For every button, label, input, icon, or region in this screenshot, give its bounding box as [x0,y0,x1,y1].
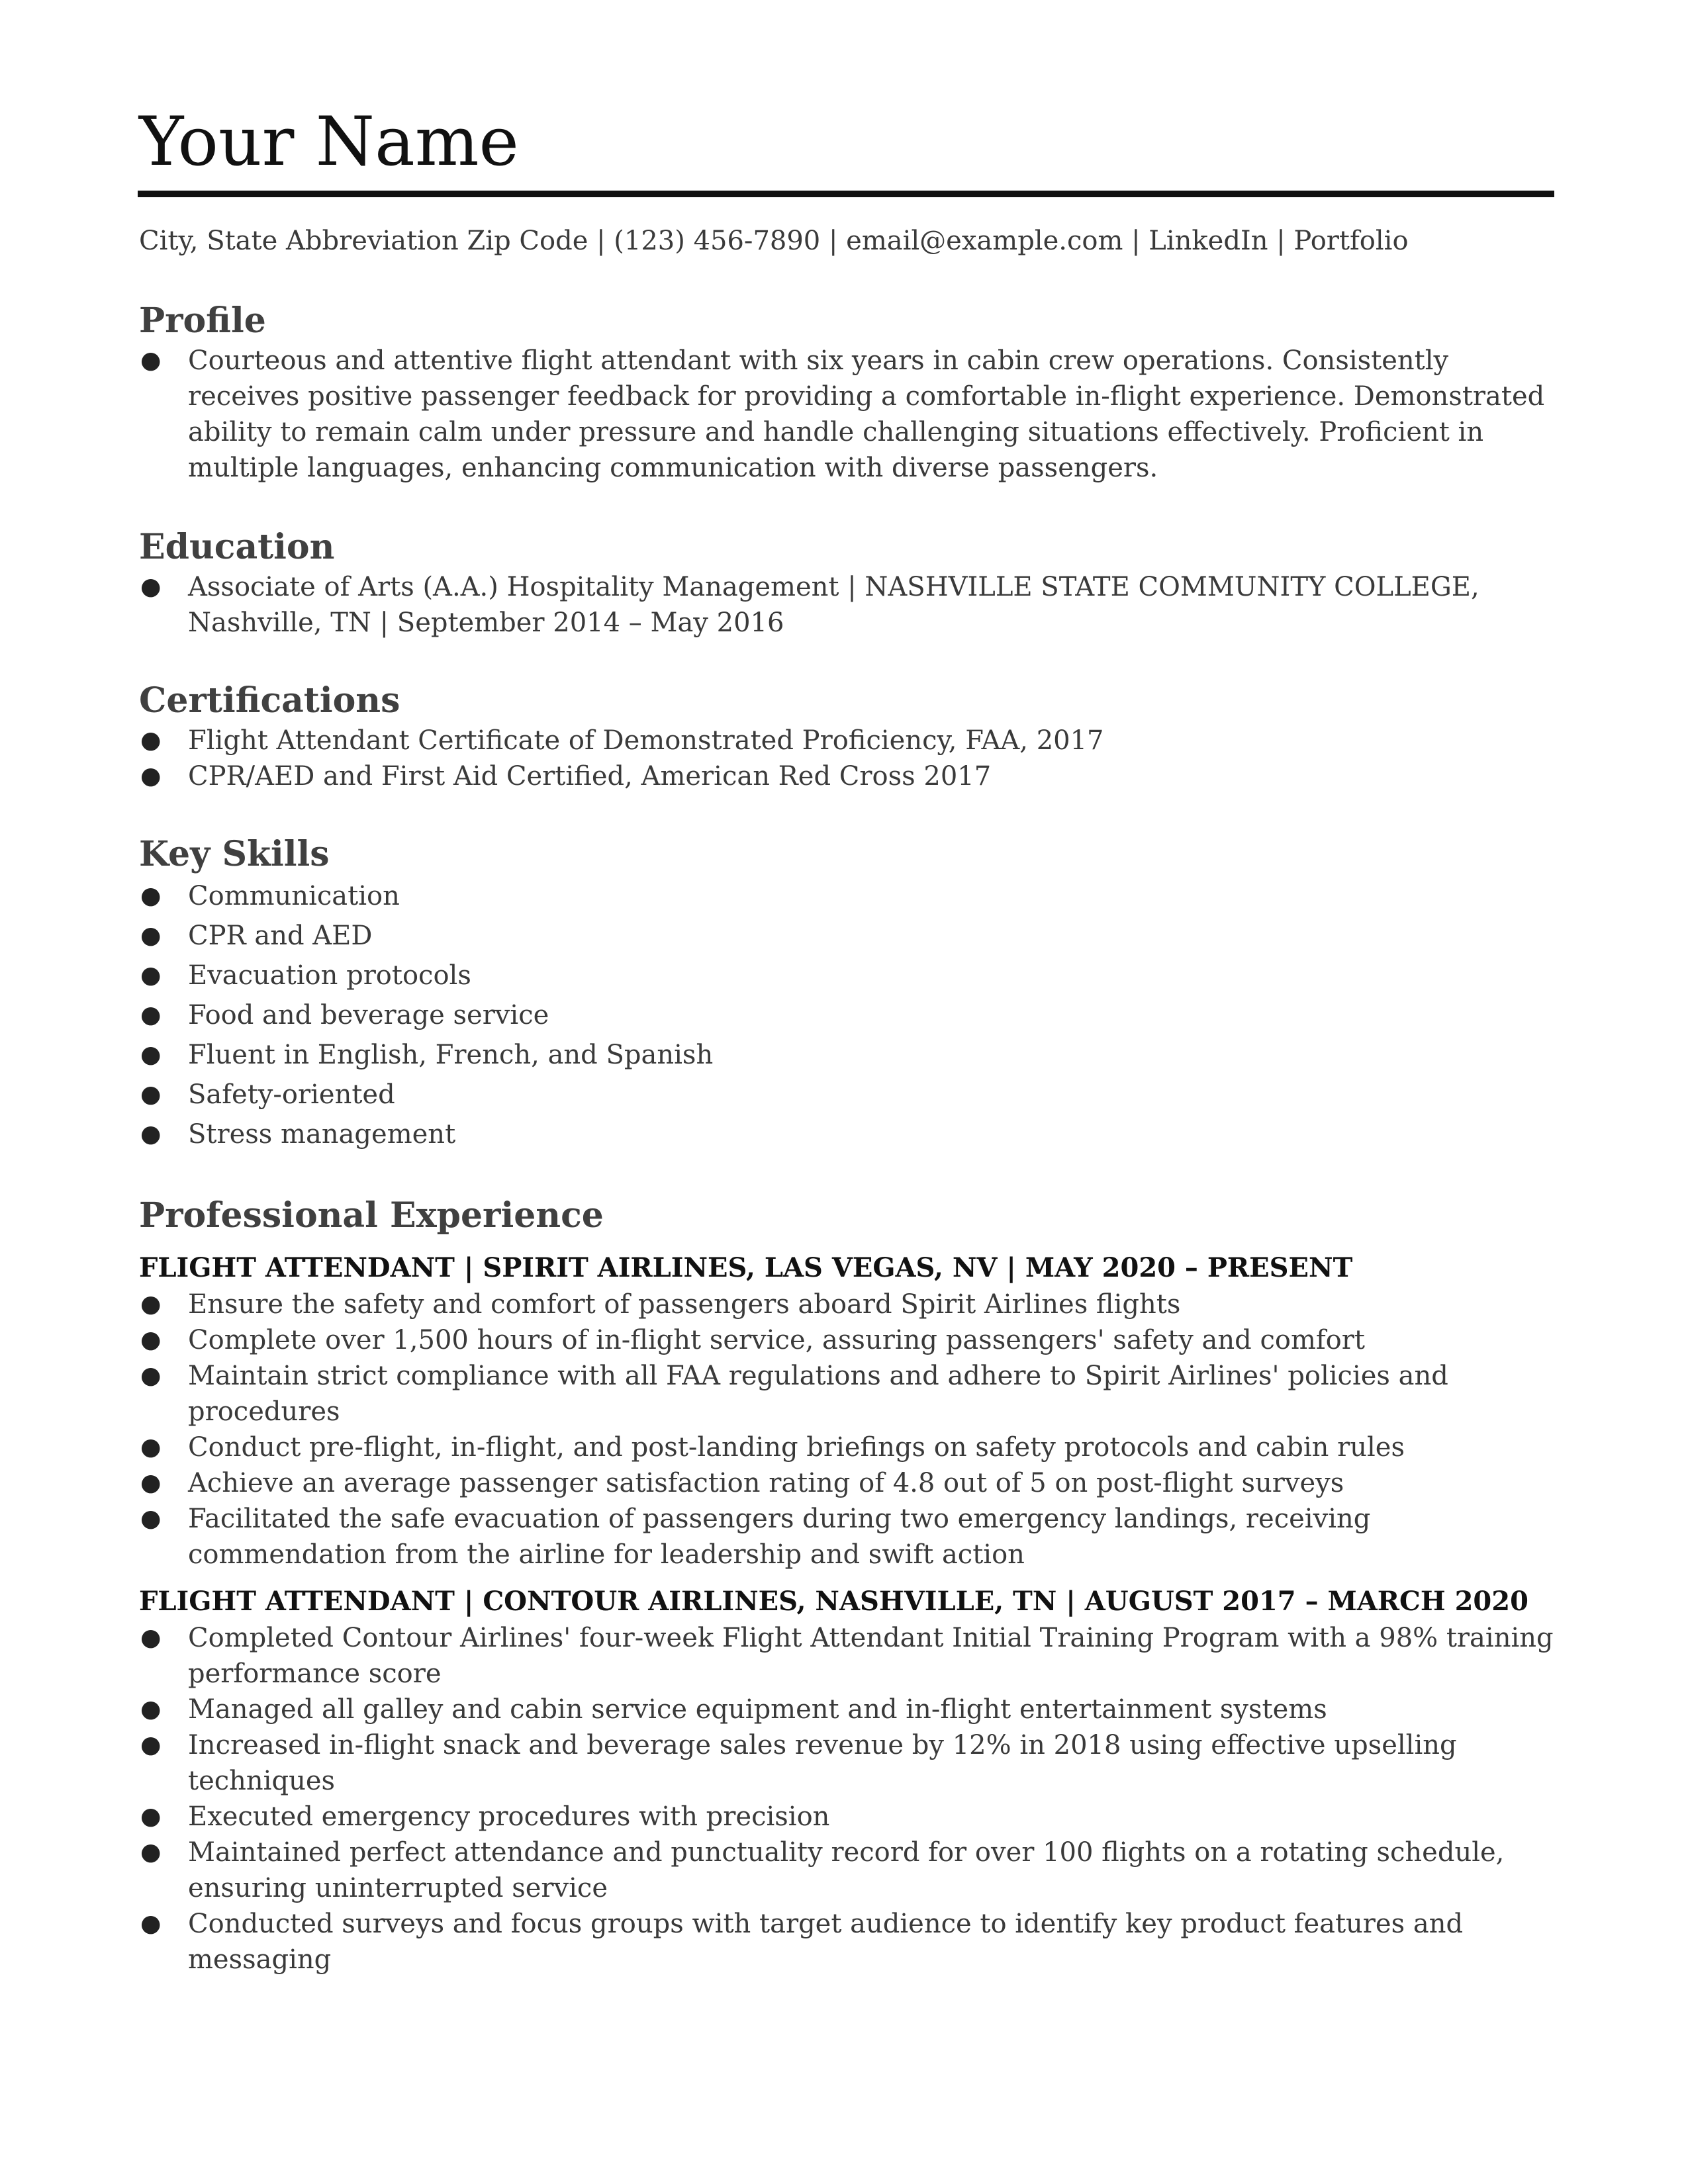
bullet-icon: ● [140,1433,162,1461]
bullet-icon: ● [140,1291,162,1318]
contact-line: City, State Abbreviation Zip Code | (123) 456-7890 | email@example.com | LinkedIn | Portfolio [139,226,1409,256]
education-list [138,569,1554,641]
bullet-icon: ● [140,1081,162,1108]
list-item: ● Conducted surveys and focus groups with target audience to identify key product features and messaging [138,1906,1554,1978]
job-heading: FLIGHT ATTENDANT | SPIRIT AIRLINES, LAS VEGAS, NV | MAY 2020 – PRESENT [139,1252,1353,1283]
header-divider [138,191,1554,197]
job-duties-list [138,1287,1554,1572]
list-item: ● Safety-oriented [138,1075,1554,1115]
job-duties-list [138,1620,1554,1978]
bullet-icon: ● [140,962,162,989]
list-item: ● Complete over 1,500 hours of in-flight service, assuring passengers' safety and comfort [138,1322,1554,1358]
list-item: ● Conduct pre-flight, in-flight, and post-landing briefings on safety protocols and cabin rules [138,1430,1554,1465]
list-item: ● CPR/AED and First Aid Certified, American Red Cross 2017 [138,758,1554,794]
certifications-title: Certifications [139,680,400,721]
list-item: ● Executed emergency procedures with precision [138,1799,1554,1835]
bullet-icon: ● [140,727,162,754]
bullet-icon: ● [140,1731,162,1758]
education-section [138,525,1554,641]
list-item: ● Ensure the safety and comfort of passengers aboard Spirit Airlines flights [138,1287,1554,1322]
skills-title: Key Skills [139,834,330,874]
bullet-icon: ● [140,1803,162,1830]
list-item: ● Facilitated the safe evacuation of passengers during two emergency landings, receiving commendation from the airline for leadership and swift action [138,1501,1554,1572]
certifications-list [138,723,1554,794]
bullet-icon: ● [140,1001,162,1028]
bullet-icon: ● [140,1120,162,1148]
list-item: ● Associate of Arts (A.A.) Hospitality Management | NASHVILLE STATE COMMUNITY COLLEGE, Nashville, TN | September 2014 – May 2016 [138,569,1554,641]
job-heading: FLIGHT ATTENDANT | CONTOUR AIRLINES, NASHVILLE, TN | AUGUST 2017 – MARCH 2020 [139,1586,1528,1617]
candidate-name: Your Name [139,103,519,181]
list-item: ● Courteous and attentive flight attendant with six years in cabin crew operations. Consistently receives positive passenger feedback for providing a comfortable in-flight experience. Demonstrated ability to remain calm under pressure and handle challenging situations effectively. Proficient in multiple languages, enhancing communication with diverse passengers. [138,343,1554,486]
education-title: Education [139,527,335,567]
bullet-icon: ● [140,347,162,374]
experience-section [138,1194,1554,1978]
list-item: ● Stress management [138,1115,1554,1154]
bullet-icon: ● [140,1696,162,1723]
bullet-icon: ● [140,1910,162,1937]
bullet-icon: ● [140,1326,162,1353]
bullet-icon: ● [140,762,162,790]
bullet-icon: ● [140,1469,162,1496]
profile-title: Profile [139,300,266,341]
bullet-icon: ● [140,1505,162,1532]
list-item: ● Flight Attendant Certificate of Demonstrated Proficiency, FAA, 2017 [138,723,1554,758]
certifications-section [138,679,1554,794]
bullet-icon: ● [140,922,162,949]
bullet-icon: ● [140,1041,162,1068]
list-item: ● Increased in-flight snack and beverage sales revenue by 12% in 2018 using effective upselling techniques [138,1727,1554,1799]
list-item: ● Maintain strict compliance with all FAA regulations and adhere to Spirit Airlines' policies and procedures [138,1358,1554,1430]
list-item: ● Fluent in English, French, and Spanish [138,1035,1554,1075]
bullet-icon: ● [140,1624,162,1651]
skills-list [138,876,1554,1154]
list-item: ● Achieve an average passenger satisfaction rating of 4.8 out of 5 on post-flight surveys [138,1465,1554,1501]
bullet-icon: ● [140,882,162,909]
list-item: ● Food and beverage service [138,995,1554,1035]
experience-title: Professional Experience [139,1195,604,1236]
list-item: ● Evacuation protocols [138,956,1554,995]
bullet-icon: ● [140,1362,162,1389]
list-item: ● Communication [138,876,1554,916]
skills-section [138,833,1554,1154]
list-item: ● Completed Contour Airlines' four-week Flight Attendant Initial Training Program with a 98% training performance score [138,1620,1554,1692]
bullet-icon: ● [140,1839,162,1866]
profile-section [138,299,1554,486]
list-item: ● CPR and AED [138,916,1554,956]
profile-list [138,343,1554,486]
bullet-icon: ● [140,573,162,600]
list-item: ● Maintained perfect attendance and punctuality record for over 100 flights on a rotating schedule, ensuring uninterrupted service [138,1835,1554,1906]
resume-page [138,99,1554,1978]
list-item: ● Managed all galley and cabin service equipment and in-flight entertainment systems [138,1692,1554,1727]
